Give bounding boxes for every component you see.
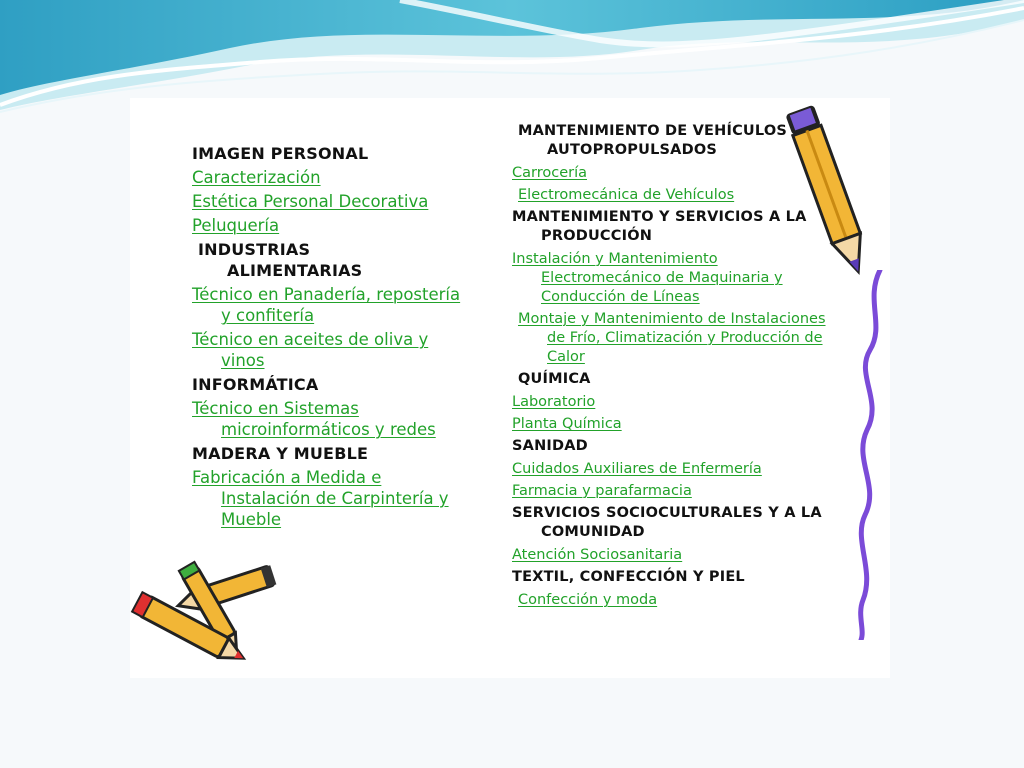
heading-sanidad [512,437,864,456]
heading-mantenimiento-de-vehiculos [512,122,864,160]
line[interactable]: Técnico en aceites de oliva y [192,330,429,349]
left-column [192,143,497,533]
line: AUTOPROPULSADOS [547,142,717,158]
heading-mantenimiento-y-servicios-a-la [512,208,864,246]
link-planta-quimica[interactable] [512,415,864,434]
right-column [512,122,864,613]
heading-imagen-personal [192,143,497,164]
line: IMAGEN PERSONAL [192,144,369,163]
line: TEXTIL, CONFECCIÓN Y PIEL [512,569,745,585]
crossed-pencils-icon [128,560,288,670]
line[interactable]: Calor [547,349,585,365]
line[interactable]: Estética Personal Decorativa [192,192,429,211]
line[interactable]: Montaje y Mantenimiento de Instalaciones [518,311,826,327]
link-fabricacion-a-medida-e[interactable] [192,467,497,530]
line[interactable]: de Frío, Climatización y Producción de [547,330,823,346]
line[interactable]: Fabricación a Medida e [192,468,382,487]
link-tecnico-en-aceites-de-oliva-y[interactable] [192,329,497,371]
heading-textil-confeccion-y-piel [512,568,864,587]
line[interactable]: Cuidados Auxiliares de Enfermería [512,461,762,477]
line[interactable]: Técnico en Sistemas [192,399,359,418]
line: COMUNIDAD [541,524,645,540]
link-atencion-sociosanitaria[interactable] [512,546,864,565]
link-laboratorio[interactable] [512,393,864,412]
line: QUÍMICA [518,371,591,387]
line[interactable]: Confección y moda [518,592,658,608]
link-tecnico-en-panaderia-reposteria[interactable] [192,284,497,326]
link-electromecanica-de-vehiculos[interactable] [512,186,864,205]
heading-madera-y-mueble [192,443,497,464]
line[interactable]: Instalación de Carpintería y [221,489,449,508]
line: INFORMÁTICA [192,375,319,394]
line[interactable]: Instalación y Mantenimiento [512,251,718,267]
link-montaje-y-mantenimiento-de-instalaciones[interactable] [512,310,864,367]
link-peluqueria[interactable] [192,215,497,236]
line: MANTENIMIENTO Y SERVICIOS A LA [512,209,807,225]
line[interactable]: vinos [221,351,265,370]
line[interactable]: Caracterización [192,168,321,187]
line[interactable]: Farmacia y parafarmacia [512,483,692,499]
heading-quimica [512,370,864,389]
link-farmacia-y-parafarmacia[interactable] [512,482,864,501]
link-caracterizacion[interactable] [192,167,497,188]
link-instalacion-y-mantenimiento[interactable] [512,250,864,307]
line[interactable]: Atención Sociosanitaria [512,547,683,563]
line: SERVICIOS SOCIOCULTURALES Y A LA [512,505,822,521]
link-tecnico-en-sistemas[interactable] [192,398,497,440]
line[interactable]: Laboratorio [512,394,596,410]
line[interactable]: Electromecánico de Maquinaria y [541,270,783,286]
link-cuidados-auxiliares-de-enfermeria[interactable] [512,460,864,479]
line: SANIDAD [512,438,588,454]
heading-industrias [192,239,497,281]
line[interactable]: Planta Química [512,416,622,432]
line: MANTENIMIENTO DE VEHÍCULOS [518,123,787,139]
line[interactable]: microinformáticos y redes [221,420,436,439]
line[interactable]: Técnico en Panadería, repostería [192,285,461,304]
line[interactable]: Conducción de Líneas [541,289,700,305]
heading-servicios-socioculturales-y-a-la [512,504,864,542]
line: ALIMENTARIAS [227,261,363,280]
line[interactable]: Electromecánica de Vehículos [518,187,735,203]
line[interactable]: Peluquería [192,216,280,235]
line: INDUSTRIAS [198,240,311,259]
heading-informatica [192,374,497,395]
link-carroceria[interactable] [512,164,864,183]
line[interactable]: Mueble [221,510,282,529]
link-confeccion-y-moda[interactable] [512,591,864,610]
line[interactable]: Carrocería [512,165,587,181]
line: PRODUCCIÓN [541,228,653,244]
link-estetica-personal-decorativa[interactable] [192,191,497,212]
line: MADERA Y MUEBLE [192,444,369,463]
line[interactable]: y confitería [221,306,315,325]
